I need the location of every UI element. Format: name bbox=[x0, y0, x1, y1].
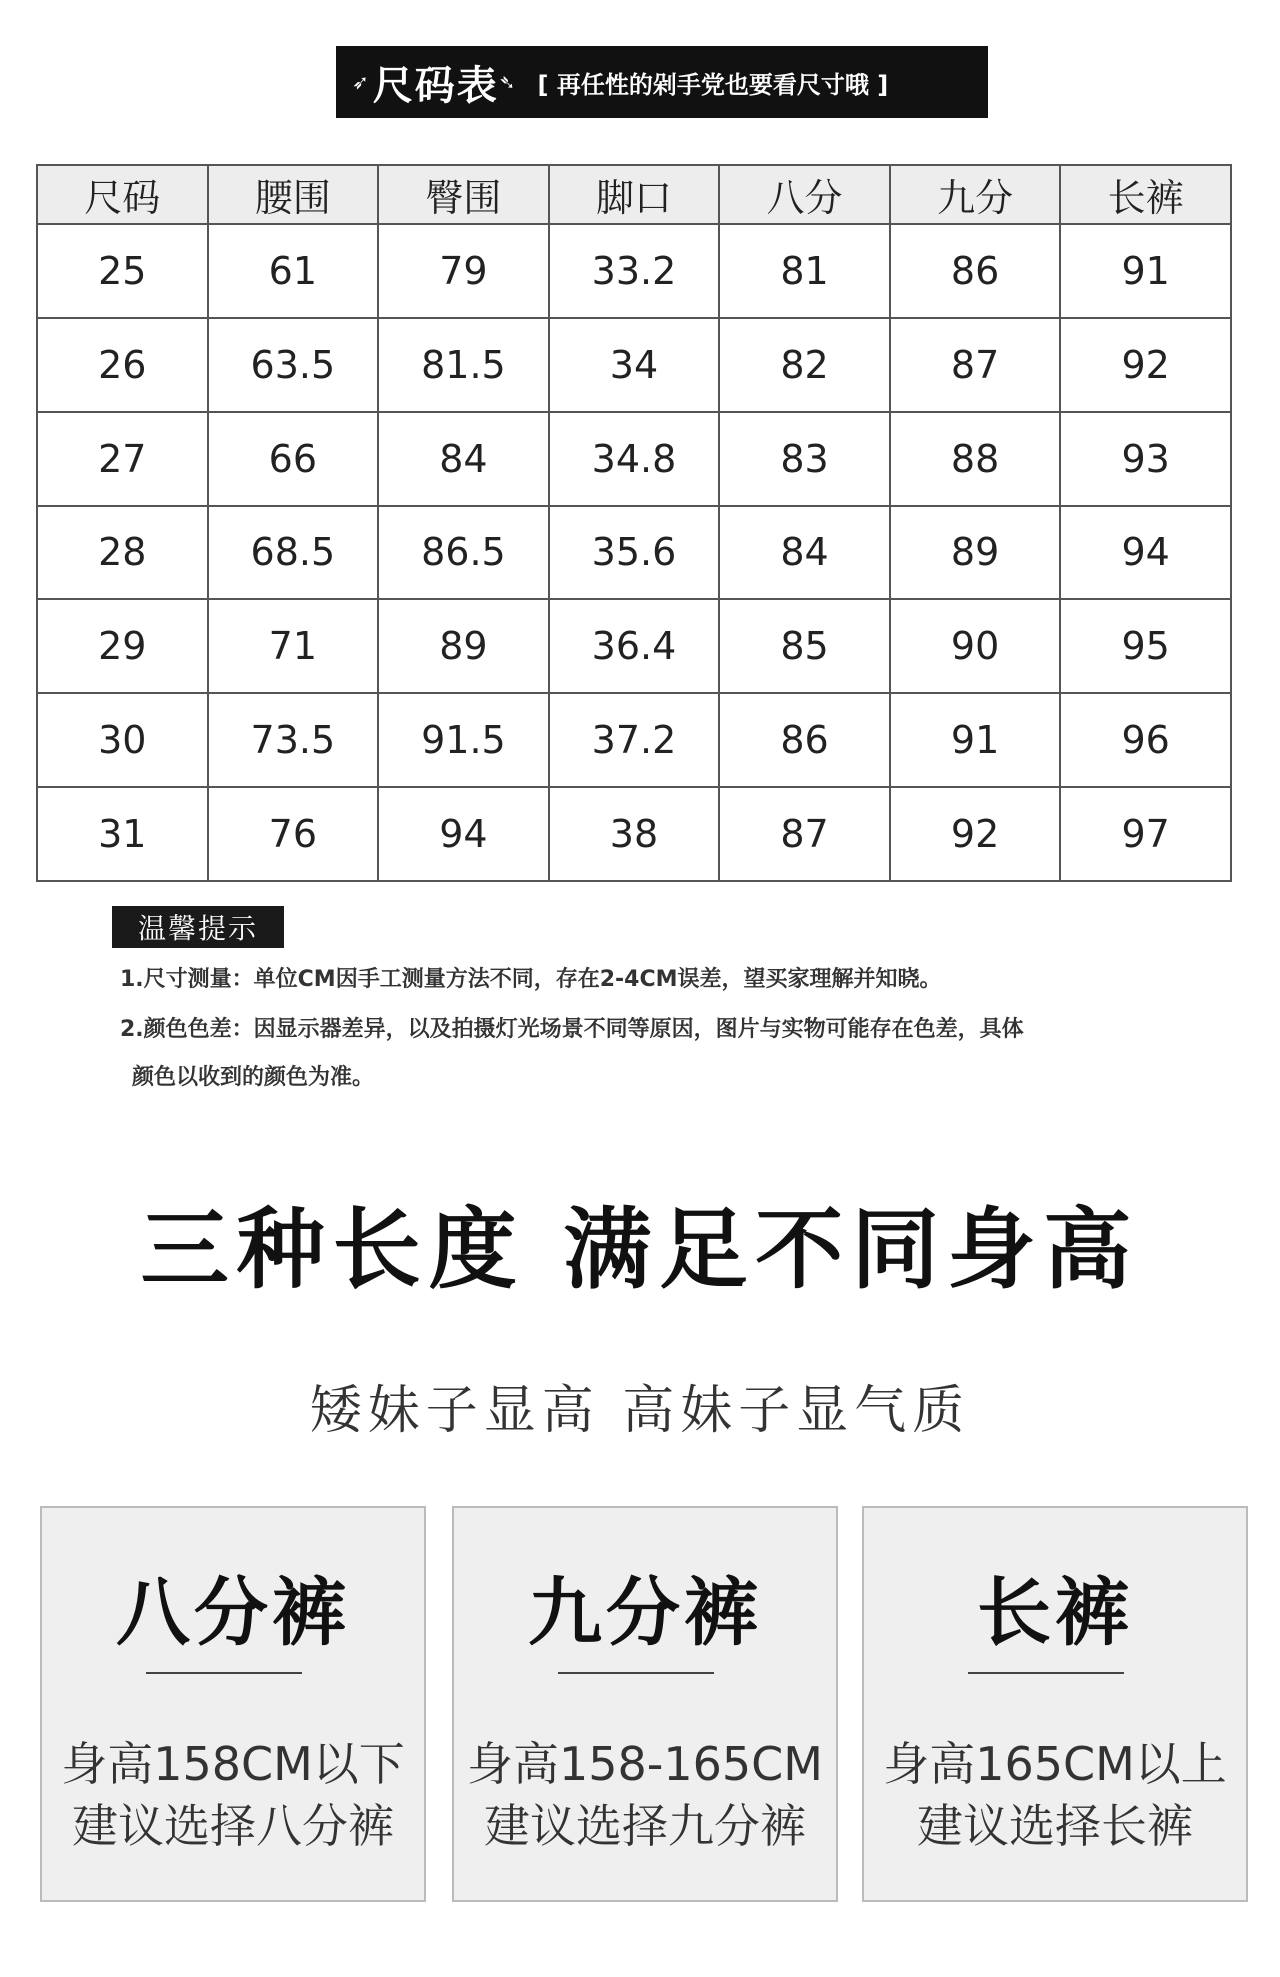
table-cell: 25 bbox=[37, 224, 208, 318]
table-row bbox=[37, 787, 1231, 881]
leaf-icon: ➶ bbox=[352, 70, 369, 94]
table-cell: 35.6 bbox=[549, 506, 720, 600]
table-cell: 84 bbox=[719, 506, 890, 600]
lengths-subheading: 矮妹子显高 高妹子显气质 bbox=[309, 1381, 971, 1441]
leaf-icon: ➴ bbox=[498, 70, 516, 94]
table-cell: 91 bbox=[1060, 224, 1231, 318]
table-row bbox=[37, 599, 1231, 693]
card-cropped-pants bbox=[40, 1506, 426, 1902]
column-header: 尺码 bbox=[37, 165, 208, 224]
card-height-range: 身高158-165CM bbox=[466, 1737, 823, 1791]
table-cell: 37.2 bbox=[549, 693, 720, 787]
table-row bbox=[37, 412, 1231, 506]
table-header-row bbox=[37, 165, 1231, 224]
table-cell: 96 bbox=[1060, 693, 1231, 787]
table-cell: 34.8 bbox=[549, 412, 720, 506]
table-cell: 38 bbox=[549, 787, 720, 881]
size-chart-banner bbox=[336, 46, 988, 118]
banner-title: 尺码表 bbox=[372, 62, 499, 109]
card-recommendation: 建议选择九分裤 bbox=[484, 1799, 806, 1853]
table-cell: 86 bbox=[719, 693, 890, 787]
table-cell: 84 bbox=[378, 412, 549, 506]
lengths-heading: 三种长度 满足不同身高 bbox=[140, 1198, 1140, 1301]
table-cell: 31 bbox=[37, 787, 208, 881]
table-cell: 81 bbox=[719, 224, 890, 318]
table-cell: 33.2 bbox=[549, 224, 720, 318]
column-header: 臀围 bbox=[378, 165, 549, 224]
table-cell: 30 bbox=[37, 693, 208, 787]
table-cell: 81.5 bbox=[378, 318, 549, 412]
table-cell: 86 bbox=[890, 224, 1061, 318]
size-table bbox=[36, 164, 1232, 882]
card-ankle-pants bbox=[452, 1506, 838, 1902]
table-cell: 29 bbox=[37, 599, 208, 693]
column-header: 九分 bbox=[890, 165, 1061, 224]
card-recommendation: 建议选择长裤 bbox=[917, 1799, 1193, 1853]
card-divider bbox=[558, 1672, 714, 1674]
table-cell: 94 bbox=[378, 787, 549, 881]
table-cell: 82 bbox=[719, 318, 890, 412]
table-cell: 94 bbox=[1060, 506, 1231, 600]
table-cell: 91 bbox=[890, 693, 1061, 787]
table-cell: 79 bbox=[378, 224, 549, 318]
tip-line: 1.尺寸测量：单位CM因手工测量方法不同，存在2-4CM误差，望买家理解并知晓。 bbox=[120, 967, 942, 992]
table-cell: 76 bbox=[208, 787, 379, 881]
card-title: 长裤 bbox=[977, 1570, 1133, 1656]
card-divider bbox=[146, 1672, 302, 1674]
table-cell: 89 bbox=[378, 599, 549, 693]
card-height-range: 身高158CM以下 bbox=[61, 1737, 405, 1791]
table-cell: 68.5 bbox=[208, 506, 379, 600]
table-row bbox=[37, 693, 1231, 787]
table-cell: 36.4 bbox=[549, 599, 720, 693]
table-cell: 91.5 bbox=[378, 693, 549, 787]
table-row bbox=[37, 224, 1231, 318]
table-cell: 97 bbox=[1060, 787, 1231, 881]
table-cell: 92 bbox=[1060, 318, 1231, 412]
table-cell: 95 bbox=[1060, 599, 1231, 693]
table-cell: 73.5 bbox=[208, 693, 379, 787]
table-cell: 83 bbox=[719, 412, 890, 506]
table-cell: 87 bbox=[890, 318, 1061, 412]
column-header: 长裤 bbox=[1060, 165, 1231, 224]
card-title: 九分裤 bbox=[528, 1570, 762, 1656]
table-cell: 85 bbox=[719, 599, 890, 693]
table-cell: 28 bbox=[37, 506, 208, 600]
banner-subtitle: [ 再任性的剁手党也要看尺寸哦 ] bbox=[537, 70, 889, 99]
card-title: 八分裤 bbox=[116, 1570, 350, 1656]
table-cell: 27 bbox=[37, 412, 208, 506]
table-cell: 34 bbox=[549, 318, 720, 412]
tip-line: 2.颜色色差：因显示器差异，以及拍摄灯光场景不同等原因，图片与实物可能存在色差，具体 bbox=[120, 1017, 1024, 1042]
table-cell: 86.5 bbox=[378, 506, 549, 600]
column-header: 腰围 bbox=[208, 165, 379, 224]
table-row bbox=[37, 506, 1231, 600]
card-divider bbox=[968, 1672, 1124, 1674]
tips-label: 温馨提示 bbox=[112, 906, 284, 948]
table-cell: 88 bbox=[890, 412, 1061, 506]
table-cell: 90 bbox=[890, 599, 1061, 693]
table-cell: 89 bbox=[890, 506, 1061, 600]
table-cell: 87 bbox=[719, 787, 890, 881]
table-cell: 63.5 bbox=[208, 318, 379, 412]
table-cell: 26 bbox=[37, 318, 208, 412]
column-header: 八分 bbox=[719, 165, 890, 224]
table-cell: 66 bbox=[208, 412, 379, 506]
table-cell: 92 bbox=[890, 787, 1061, 881]
tip-line: 颜色以收到的颜色为准。 bbox=[132, 1065, 375, 1090]
table-cell: 71 bbox=[208, 599, 379, 693]
card-long-pants bbox=[862, 1506, 1248, 1902]
card-recommendation: 建议选择八分裤 bbox=[72, 1799, 394, 1853]
table-row bbox=[37, 318, 1231, 412]
table-cell: 93 bbox=[1060, 412, 1231, 506]
column-header: 脚口 bbox=[549, 165, 720, 224]
table-cell: 61 bbox=[208, 224, 379, 318]
card-height-range: 身高165CM以上 bbox=[883, 1737, 1227, 1791]
